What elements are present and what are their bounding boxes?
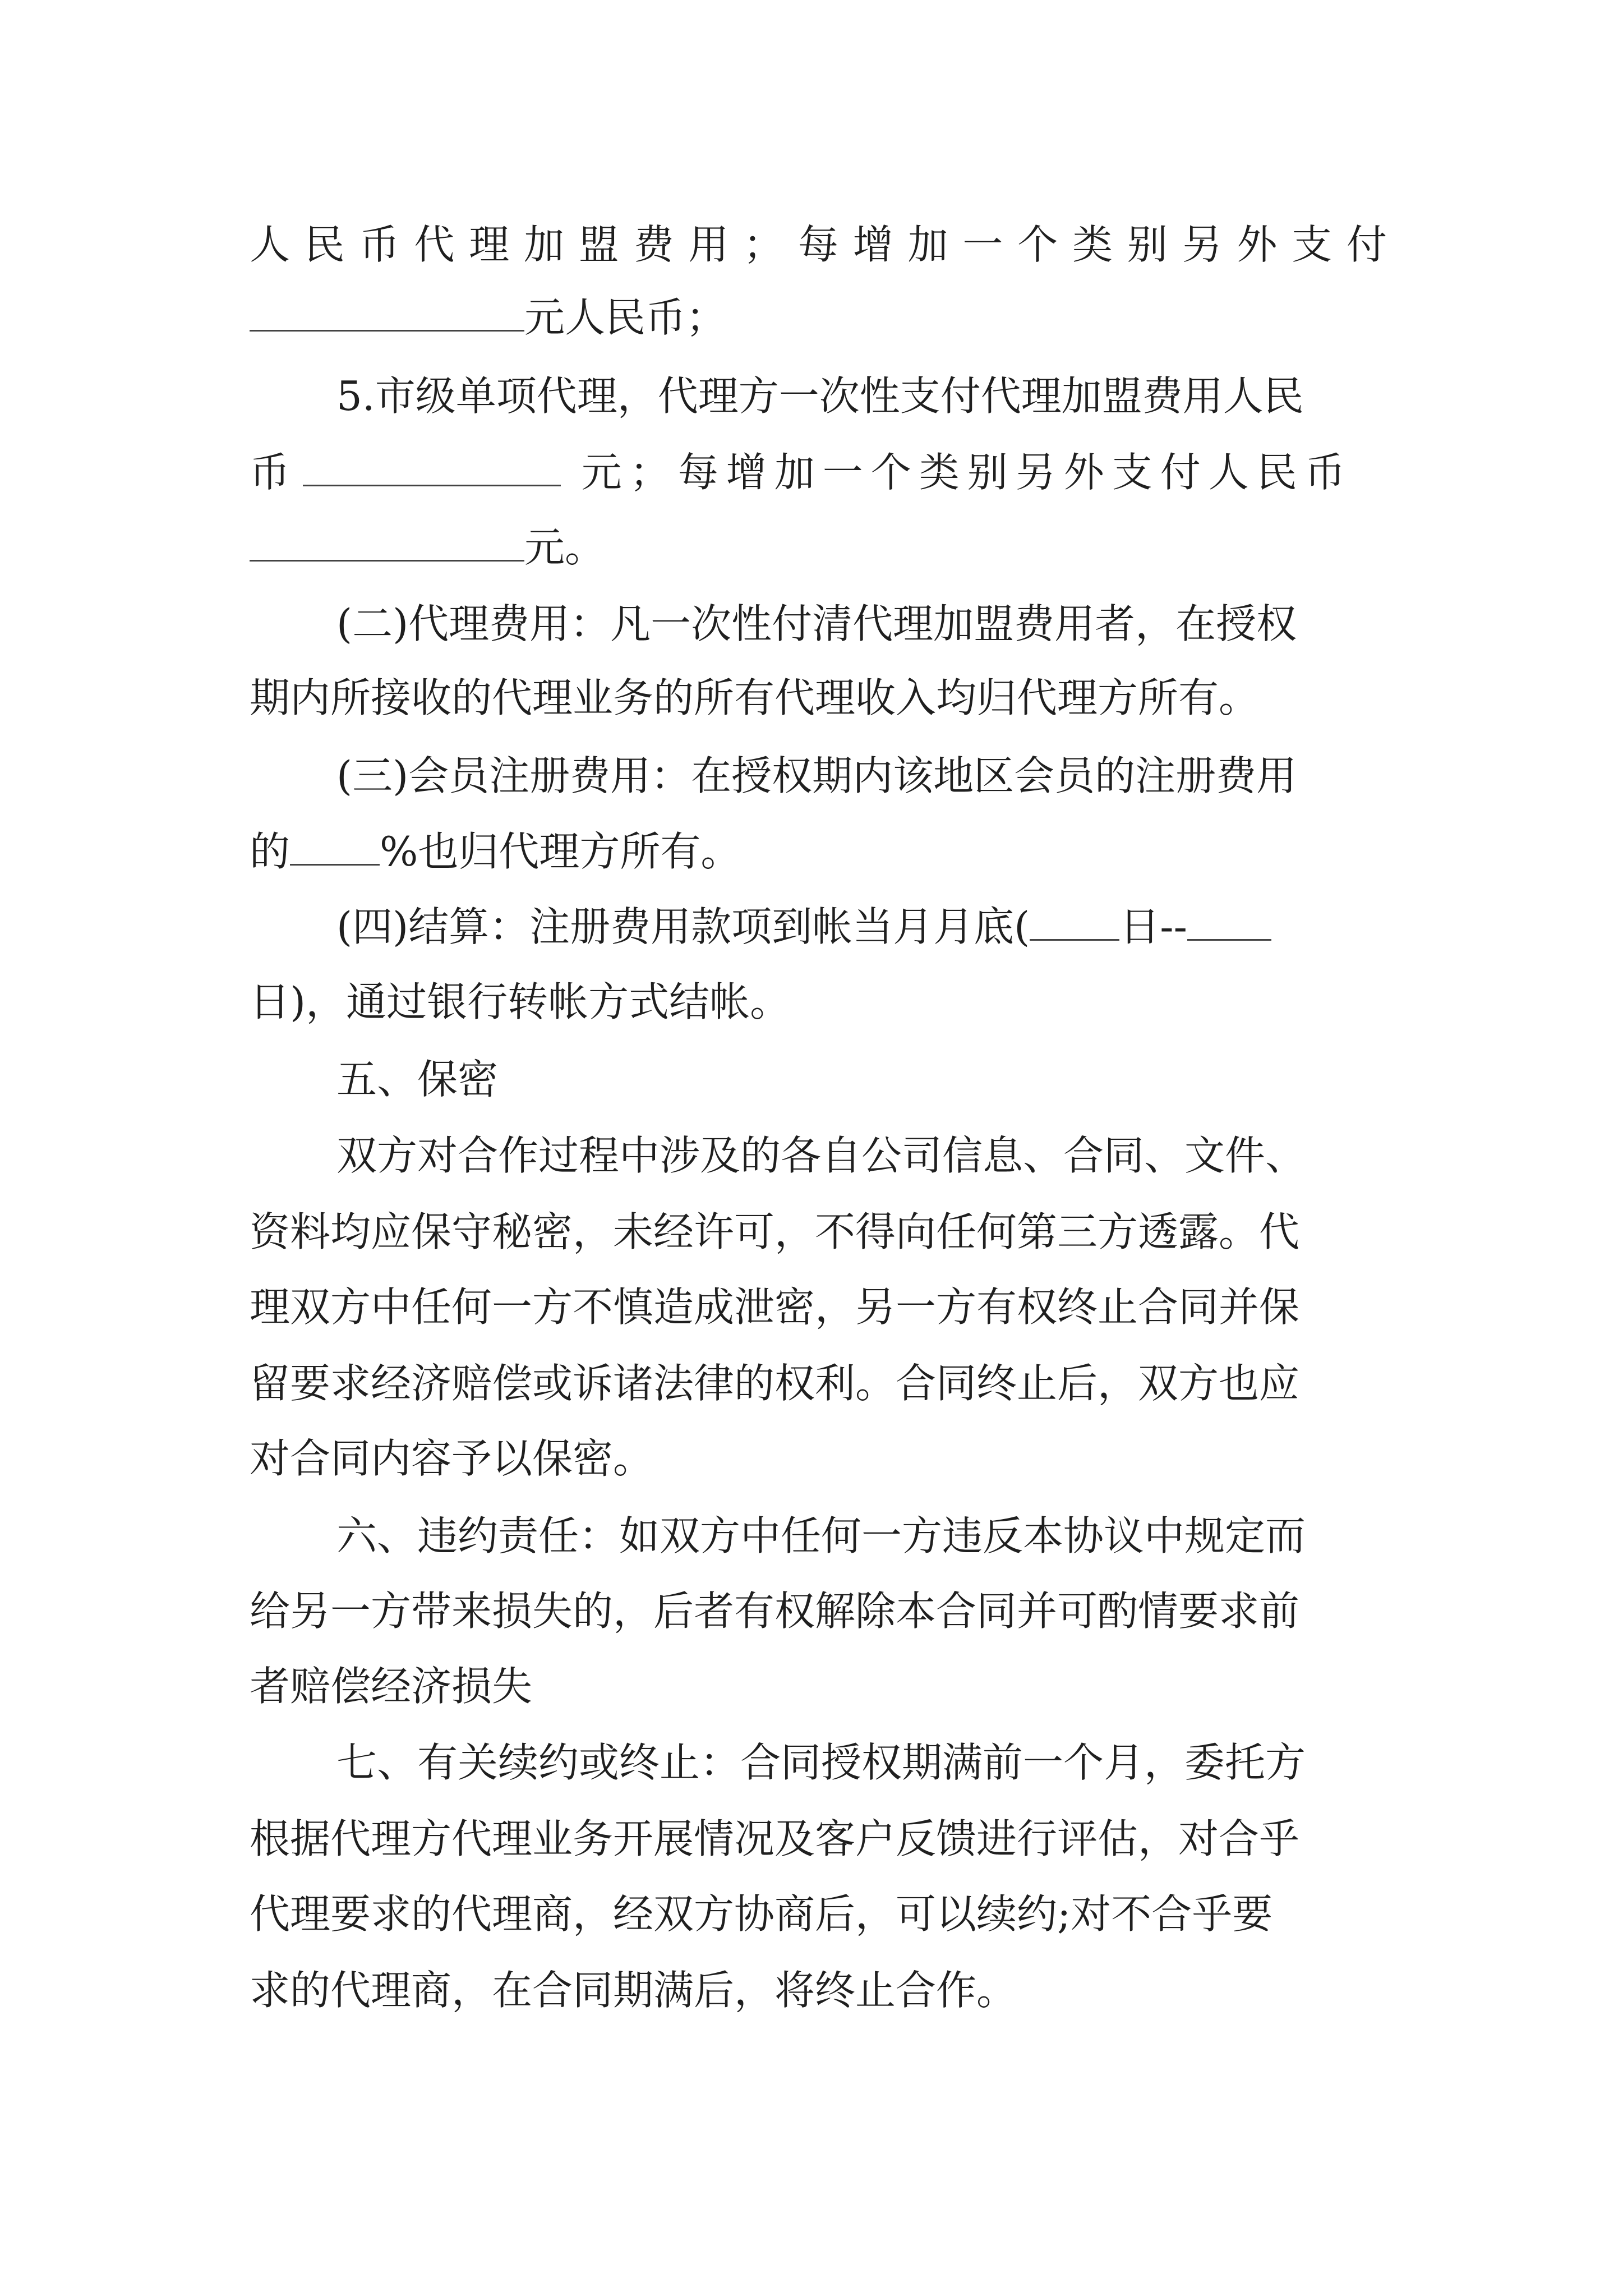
text-line: 双方对合作过程中涉及的各自公司信息、合同、文件、 (336, 1132, 1306, 1179)
text-line: 者赔偿经济损失 (250, 1663, 533, 1710)
text-line: 六、违约责任：如双方中任何一方违反本协议中规定而 (336, 1512, 1306, 1559)
section-heading: 五、保密 (336, 1056, 499, 1103)
text-line: 日)，通过银行转帐方式结帐。 (250, 978, 791, 1025)
text-line: 求的代理商，在合同期满后，将终止合作。 (250, 1967, 1017, 2014)
text-line: 资料均应保守秘密，未经许可，不得向任何第三方透露。代 (250, 1208, 1300, 1255)
fill-in-blank[interactable] (290, 823, 380, 866)
text-line: 人民币代理加盟费用；每增加一个类别另外支付 (250, 221, 1387, 268)
text-line: 的 %也归代理方所有。 (250, 822, 1387, 881)
text-line: 七、有关续约或终止：合同授权期满前一个月，委托方 (336, 1739, 1306, 1786)
text-line: (四)结算：注册费用款项到帐当月月底( 日-- (336, 898, 1387, 956)
text-line: (三)会员注册费用：在授权期内该地区会员的注册费用 (336, 752, 1297, 799)
fill-in-blank[interactable] (1030, 899, 1119, 941)
fill-in-blank[interactable] (250, 519, 524, 562)
fill-in-blank[interactable] (250, 289, 524, 332)
text-line: 代理要求的代理商，经双方协商后，可以续约;对不合乎要 (250, 1890, 1273, 1938)
text-line: 币 元；每增加一个类别另外支付人民币 (250, 443, 1387, 501)
text-line: (二)代理费用：凡一次性付清代理加盟费用者，在授权 (336, 600, 1297, 647)
text-line: 留要求经济赔偿或诉诸法律的权利。合同终止后，双方也应 (250, 1360, 1300, 1407)
text-line: 对合同内容予以保密。 (250, 1435, 654, 1482)
text-line: 根据代理方代理业务开展情况及客户反馈进行评估，对合乎 (250, 1815, 1300, 1862)
text-line: 理双方中任何一方不慎造成泄密，另一方有权终止合同并保 (250, 1283, 1300, 1331)
text-line: 给另一方带来损失的，后者有权解除本合同并可酌情要求前 (250, 1588, 1300, 1635)
text-line: 5.市级单项代理，代理方一次性支付代理加盟费用人民 (336, 372, 1304, 420)
fill-in-blank[interactable] (303, 444, 561, 486)
text-line: 期内所接收的代理业务的所有代理收入均归代理方所有。 (250, 674, 1260, 721)
text-line: 元。 (250, 518, 1387, 577)
text-line: 元人民币； (250, 288, 1387, 347)
fill-in-blank[interactable] (1187, 899, 1271, 941)
